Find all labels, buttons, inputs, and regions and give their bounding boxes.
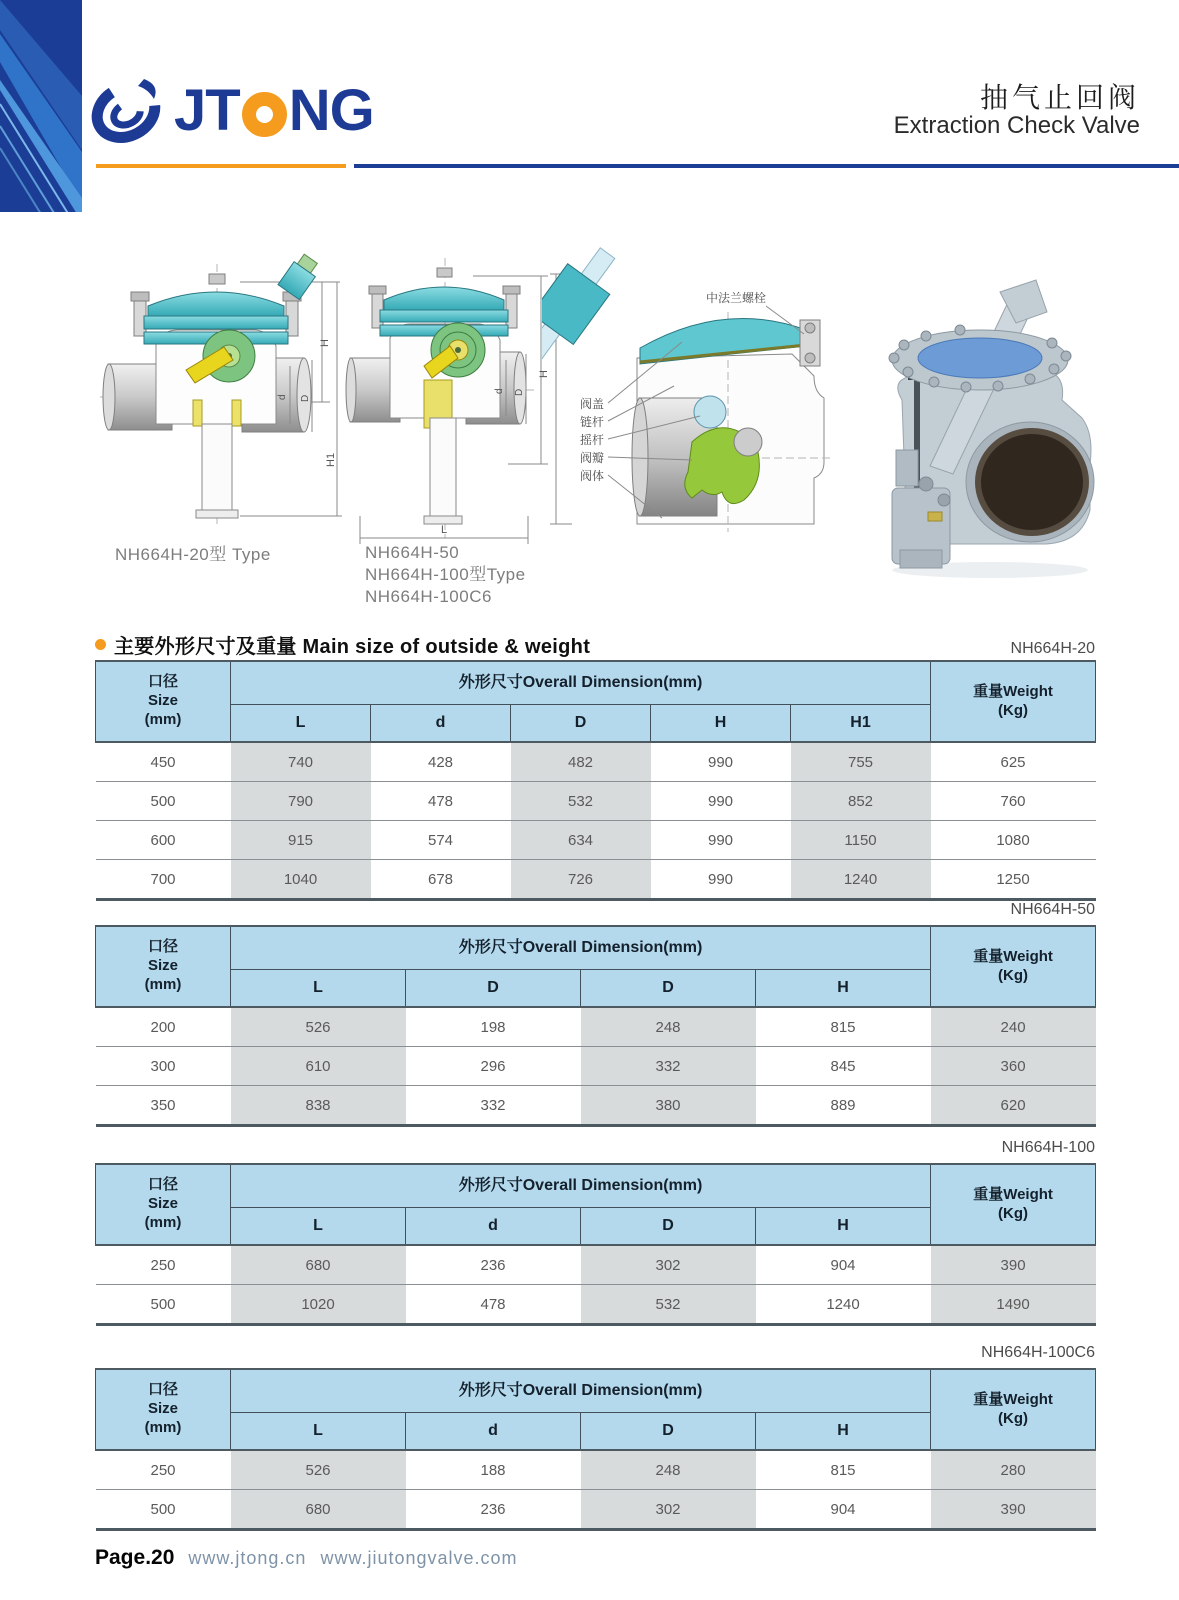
weight-column-header: 重量Weight (Kg) [931, 926, 1096, 1007]
table-cell: 760 [931, 782, 1096, 821]
dimension-column-header: D [511, 705, 651, 743]
dim-label-d: d [277, 394, 288, 400]
table-model-label-3: NH664H-100 [1001, 1139, 1095, 1156]
table-row [96, 821, 1096, 860]
spec-table-container-3 [95, 1163, 1095, 1326]
table-row [96, 1490, 1096, 1530]
table-row [96, 782, 1096, 821]
type-label-2c: NH664H-100C6 [365, 587, 492, 606]
page-title-en: Extraction Check Valve [893, 112, 1140, 139]
table-cell: 500 [96, 1490, 231, 1530]
header-rule-orange [96, 164, 346, 168]
table-cell: 236 [406, 1245, 581, 1285]
table-cell: 332 [581, 1047, 756, 1086]
table-cell: 532 [581, 1285, 756, 1325]
table-cell: 302 [581, 1490, 756, 1530]
table-cell: 526 [231, 1450, 406, 1490]
table-cell: 600 [96, 821, 231, 860]
table-cell: 332 [406, 1086, 581, 1126]
table-cell: 428 [371, 742, 511, 782]
dim-label-h2: H [538, 370, 550, 378]
spec-table [95, 1163, 1096, 1326]
dimension-column-header: D [581, 970, 756, 1008]
dim-label-L: L [441, 524, 448, 536]
spec-table-block-2 [95, 901, 1095, 1127]
section-header [95, 630, 1095, 659]
table-cell: 700 [96, 860, 231, 900]
table-cell: 620 [931, 1086, 1096, 1126]
table-cell: 680 [231, 1490, 406, 1530]
table-cell: 478 [371, 782, 511, 821]
bullet-icon [95, 639, 106, 650]
header-rule-navy [354, 164, 1179, 168]
dimension-column-header: H [651, 705, 791, 743]
table-cell: 610 [231, 1047, 406, 1086]
dimension-column-header: H [756, 1208, 931, 1246]
type-label-1: NH664H-20型 Type [115, 545, 271, 564]
spec-table-container-2 [95, 925, 1095, 1127]
table-cell: 740 [231, 742, 371, 782]
table-row [96, 860, 1096, 900]
dimension-group-header: 外形尺寸Overall Dimension(mm) [231, 661, 931, 705]
table-model-label-4: NH664H-100C6 [981, 1344, 1095, 1361]
valve-product-photo [830, 250, 1125, 585]
table-cell: 790 [231, 782, 371, 821]
dimension-group-header: 外形尺寸Overall Dimension(mm) [231, 1164, 931, 1208]
table-cell: 990 [651, 821, 791, 860]
spec-table [95, 660, 1096, 901]
spec-table-container-1 [95, 660, 1095, 901]
table-cell: 200 [96, 1007, 231, 1047]
table-cell: 815 [756, 1450, 931, 1490]
table-cell: 904 [756, 1490, 931, 1530]
table-cell: 634 [511, 821, 651, 860]
size-column-header: 口径 Size (mm) [96, 661, 231, 742]
table-row [96, 1007, 1096, 1047]
spec-table-block-4 [95, 1344, 1095, 1531]
table-cell: 904 [756, 1245, 931, 1285]
dimension-column-header: H [756, 1413, 931, 1451]
table-cell: 360 [931, 1047, 1096, 1086]
table-cell: 990 [651, 860, 791, 900]
dimension-column-header: H [756, 970, 931, 1008]
dimension-column-header: d [406, 1413, 581, 1451]
table-cell: 726 [511, 860, 651, 900]
type-label-2a: NH664H-50 [365, 543, 460, 562]
table-cell: 236 [406, 1490, 581, 1530]
annotation-part-2: 链杆 [580, 415, 605, 429]
table-row [96, 1285, 1096, 1325]
table-cell: 990 [651, 742, 791, 782]
corner-stripes-decoration [0, 0, 82, 212]
valve-drawing-nh664h50-100 [338, 248, 553, 550]
table-cell: 296 [406, 1047, 581, 1086]
table-cell: 1240 [756, 1285, 931, 1325]
table-cell: 240 [931, 1007, 1096, 1047]
spec-table-block-1 [95, 660, 1095, 901]
spec-table [95, 1368, 1096, 1531]
dimension-column-header: d [406, 1208, 581, 1246]
type-label-2 [365, 542, 526, 608]
weight-column-header: 重量Weight (Kg) [931, 1369, 1096, 1450]
table-cell: 248 [581, 1450, 756, 1490]
dimension-group-header: 外形尺寸Overall Dimension(mm) [231, 926, 931, 970]
dim-label-h1: H1 [325, 452, 337, 467]
logo-swirl-icon [88, 73, 164, 149]
brand-jt: JT [174, 78, 240, 143]
table-cell: 300 [96, 1047, 231, 1086]
table-cell: 852 [791, 782, 931, 821]
table-cell: 500 [96, 782, 231, 821]
brand-ng: NG [288, 78, 374, 143]
size-column-header: 口径 Size (mm) [96, 926, 231, 1007]
table-cell: 680 [231, 1245, 406, 1285]
dim-label-D: D [300, 394, 311, 402]
table-cell: 815 [756, 1007, 931, 1047]
dimension-column-header: D [406, 970, 581, 1008]
footer-page-number: Page.20 [95, 1546, 175, 1569]
annotation-part-5: 阀体 [580, 469, 605, 483]
table-cell: 678 [371, 860, 511, 900]
table-cell: 845 [756, 1047, 931, 1086]
footer-url-2: www.jiutongvalve.com [320, 1548, 518, 1568]
table-cell: 1490 [931, 1285, 1096, 1325]
weight-column-header: 重量Weight (Kg) [931, 1164, 1096, 1245]
table-cell: 390 [931, 1245, 1096, 1285]
table-cell: 1040 [231, 860, 371, 900]
table-cell: 526 [231, 1007, 406, 1047]
valve-drawing-nh664h20 [90, 252, 345, 537]
table-cell: 532 [511, 782, 651, 821]
table-cell: 1240 [791, 860, 931, 900]
brand-o-ring-icon [242, 92, 287, 137]
table-cell: 198 [406, 1007, 581, 1047]
section-title: 主要外形尺寸及重量 Main size of outside & weight [114, 636, 591, 658]
dim-label-h: H [319, 339, 331, 347]
table-cell: 302 [581, 1245, 756, 1285]
table-cell: 625 [931, 742, 1096, 782]
dimension-column-header: L [231, 705, 371, 743]
dimension-column-header: L [231, 1413, 406, 1451]
table-cell: 1250 [931, 860, 1096, 900]
page-footer [95, 1546, 518, 1570]
table-row [96, 1245, 1096, 1285]
table-cell: 380 [581, 1086, 756, 1126]
table-row [96, 1450, 1096, 1490]
dimension-column-header: H1 [791, 705, 931, 743]
table-row [96, 742, 1096, 782]
type-label-2b: NH664H-100型Type [365, 565, 526, 584]
dimension-column-header: L [231, 970, 406, 1008]
table-cell: 755 [791, 742, 931, 782]
spec-table-container-4 [95, 1368, 1095, 1531]
dimension-column-header: d [371, 705, 511, 743]
brand-logo [88, 64, 374, 158]
table-cell: 390 [931, 1490, 1096, 1530]
table-cell: 250 [96, 1245, 231, 1285]
weight-column-header: 重量Weight (Kg) [931, 661, 1096, 742]
table-cell: 250 [96, 1450, 231, 1490]
table-cell: 188 [406, 1450, 581, 1490]
annotation-part-3: 摇杆 [580, 433, 605, 447]
table-cell: 248 [581, 1007, 756, 1047]
table-cell: 350 [96, 1086, 231, 1126]
table-cell: 450 [96, 742, 231, 782]
valve-cutaway-drawing [542, 246, 837, 544]
table-cell: 990 [651, 782, 791, 821]
spec-table [95, 925, 1096, 1127]
page-title-zh: 抽气止回阀 [979, 82, 1140, 113]
annotation-part-4: 阀瓣 [580, 451, 605, 465]
dimension-group-header: 外形尺寸Overall Dimension(mm) [231, 1369, 931, 1413]
table-cell: 889 [756, 1086, 931, 1126]
table-cell: 482 [511, 742, 651, 782]
footer-url-1: www.jtong.cn [188, 1548, 307, 1568]
table-model-label-1: NH664H-20 [1010, 640, 1095, 657]
annotation-part-1: 阀盖 [580, 397, 605, 411]
dim-label-D2: D [514, 388, 525, 396]
dim-label-d2: d [494, 388, 505, 394]
table-cell: 280 [931, 1450, 1096, 1490]
table-cell: 1150 [791, 821, 931, 860]
table-row [96, 1047, 1096, 1086]
dimension-column-header: D [581, 1413, 756, 1451]
table-cell: 500 [96, 1285, 231, 1325]
table-model-label-2: NH664H-50 [1010, 901, 1095, 918]
spec-table-block-3 [95, 1139, 1095, 1326]
table-cell: 478 [406, 1285, 581, 1325]
table-cell: 574 [371, 821, 511, 860]
dimension-column-header: L [231, 1208, 406, 1246]
table-cell: 1080 [931, 821, 1096, 860]
dimension-column-header: D [581, 1208, 756, 1246]
table-row [96, 1086, 1096, 1126]
table-cell: 838 [231, 1086, 406, 1126]
size-column-header: 口径 Size (mm) [96, 1369, 231, 1450]
size-column-header: 口径 Size (mm) [96, 1164, 231, 1245]
annotation-flange-bolt: 中法兰螺栓 [706, 291, 767, 305]
table-cell: 915 [231, 821, 371, 860]
table-cell: 1020 [231, 1285, 406, 1325]
brand-wordmark [174, 78, 374, 143]
